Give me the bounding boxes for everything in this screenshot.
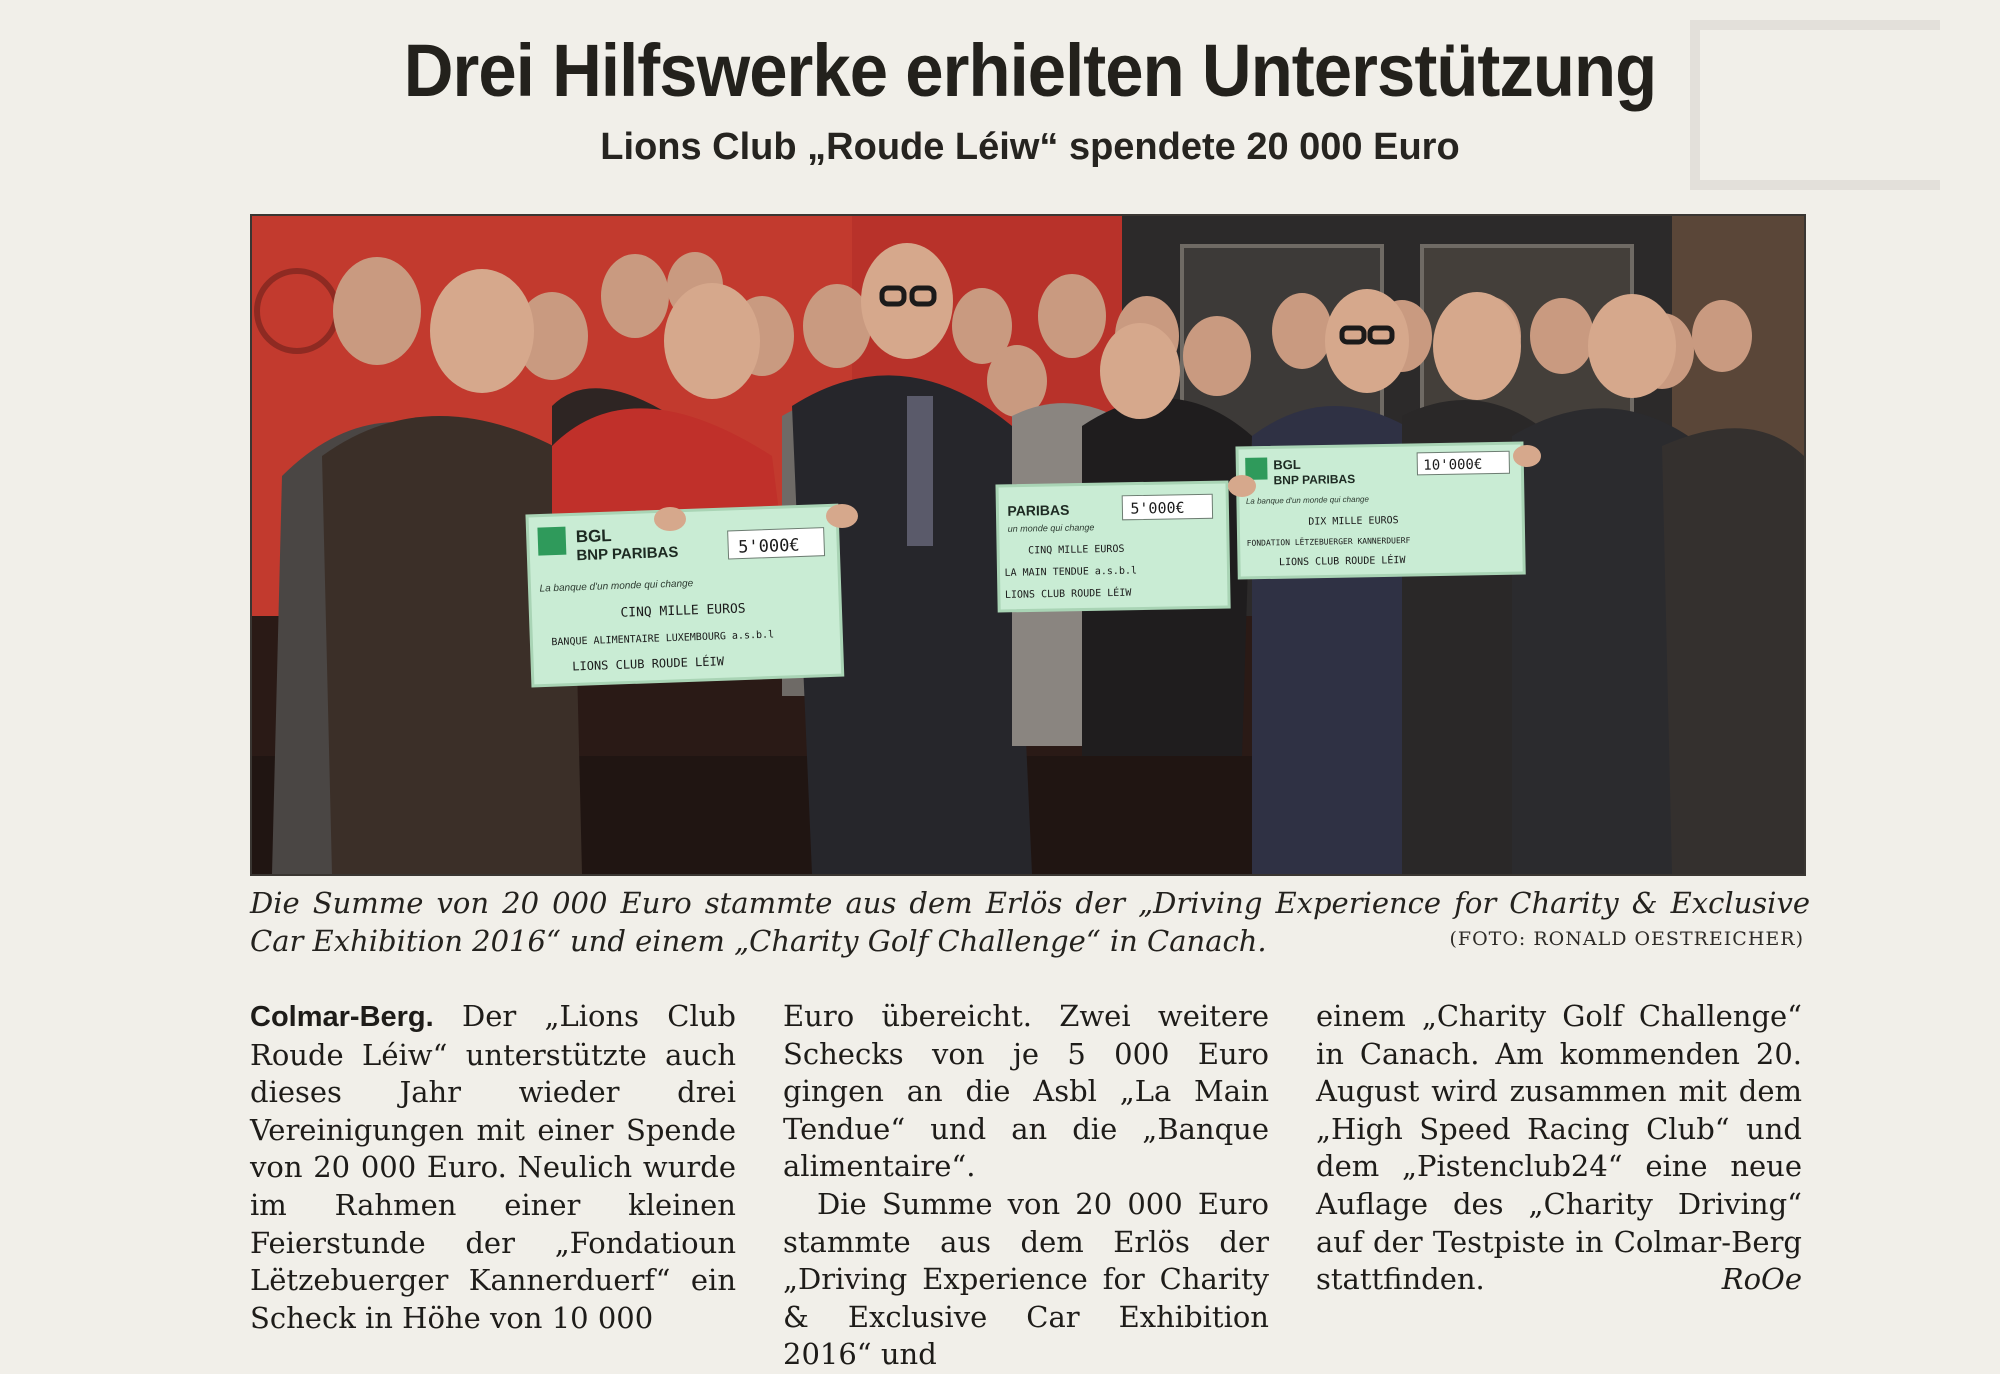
cheque-amount-words: DIX MILLE EUROS (1308, 515, 1399, 528)
cheque-amount-words: CINQ MILLE EUROS (620, 601, 746, 621)
article-paragraph: Die Summe von 20 000 Euro stammte aus dem Erlös der „Driving Experience for Charity & Exclusive Car Exhibition 2016“ und (783, 1186, 1269, 1372)
cheque-middle (997, 482, 1229, 611)
cheque-bank-name: BNP PARIBAS (576, 543, 679, 565)
cheque-recipient: FONDATION LËTZEBUERGER KANNERDUERF (1246, 535, 1411, 548)
cheque-bank-name: BGL (1273, 456, 1301, 473)
cheque-bank-name: PARIBAS (1007, 501, 1070, 519)
cheque-amount: 5'000€ (737, 535, 800, 558)
headline: Drei Hilfswerke erhielten Unterstützung (403, 29, 1657, 112)
article-column-3 (1316, 998, 1802, 1299)
photo-credit: (FOTO: RONALD OESTREICHER) (1449, 928, 1804, 950)
article-paragraph: Euro übereicht. Zwei weitere Schecks von je 5 000 Euro gingen an die Asbl „La Main Tendue“ und an die „Banque alimentaire“. (783, 999, 1269, 1184)
paragraph-text: Der „Lions Club Roude Léiw“ unterstützte auch dieses Jahr wieder drei Vereinigungen mit einer Spende von 20 000 Euro. Neulich wurde im Rahmen einer kleinen Feierstunde der „Fondatioun Lëtzebuerger Kannerduerf“ ein Scheck in Höhe von 10 000 (250, 999, 736, 1335)
cheque-donor: LIONS CLUB ROUDE LÉIW (1278, 555, 1406, 569)
cheque-slogan: La banque d'un monde qui change (1245, 494, 1369, 506)
article-column-2 (783, 998, 1269, 1374)
cheque-amount: 5'000€ (1130, 498, 1185, 518)
cheque-donor: LIONS CLUB ROUDE LÉIW (572, 654, 725, 674)
subheadline: Lions Club „Roude Léiw“ spendete 20 000 Euro (600, 126, 1460, 168)
photo-illustration (252, 216, 1804, 874)
cheque-donor: LIONS CLUB ROUDE LÉIW (1004, 587, 1132, 601)
photo-caption: Die Summe von 20 000 Euro stammte aus dem Erlös der „Driving Experience for Charity & Exclusive Car Exhibition 2016“ und einem „Charity Golf Challenge“ in Canach. (250, 886, 1810, 958)
cheque-recipient: BANQUE ALIMENTAIRE LUXEMBOURG a.s.b.l (551, 629, 775, 649)
news-photo (250, 214, 1806, 876)
cheque-bank-name: BNP PARIBAS (1273, 471, 1356, 488)
article-paragraph: einem „Charity Golf Challenge“ in Canach. Am kommenden 20. August wird zusammen mit dem „High Speed Racing Club“ und dem „Pistenclub24“ eine neue Auflage des „Charity Driving“ auf der Testpiste in Colmar-Berg stattfinden. (1316, 999, 1802, 1297)
cheque-amount-words: CINQ MILLE EUROS (1028, 543, 1125, 557)
cheque-left (527, 505, 843, 686)
cheque-slogan: un monde qui change (1007, 522, 1095, 534)
cheque-slogan: La banque d'un monde qui change (539, 578, 694, 595)
author-initials: RoOe (1721, 1262, 1802, 1297)
article-column-1 (250, 998, 736, 1337)
cheque-right (1237, 443, 1524, 578)
dateline: Colmar-Berg. (250, 1001, 434, 1033)
cheque-amount: 10'000€ (1423, 456, 1483, 474)
cheque-recipient: LA MAIN TENDUE a.s.b.l (1004, 565, 1138, 579)
article-paragraph (250, 998, 736, 1337)
cheque-bank-name: BGL (575, 526, 612, 547)
